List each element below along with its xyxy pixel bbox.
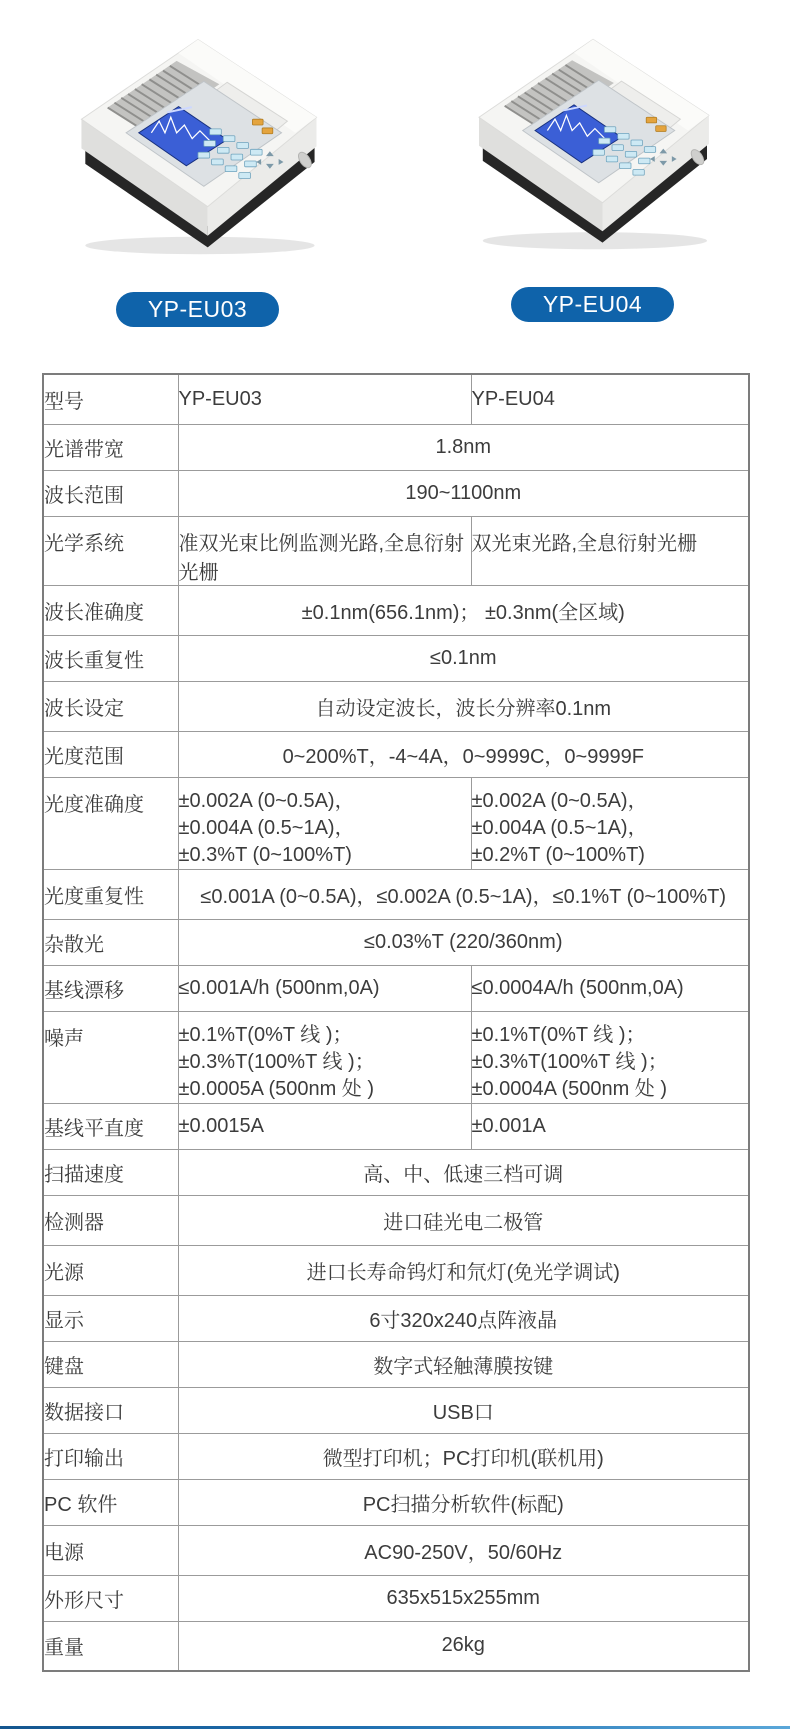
spec-value: 微型打印机；PC打印机(联机用) bbox=[178, 1433, 749, 1479]
spec-value: AC90-250V，50/60Hz bbox=[178, 1525, 749, 1575]
spec-value-eu04: 双光束光路,全息衍射光栅 bbox=[471, 516, 749, 585]
spec-value-eu03: ±0.0015A bbox=[178, 1103, 471, 1149]
spec-label: PC 软件 bbox=[43, 1479, 178, 1525]
spec-value: 26kg bbox=[178, 1621, 749, 1671]
spec-value-eu04: ≤0.0004A/h (500nm,0A) bbox=[471, 965, 749, 1011]
spec-value: 190~1100nm bbox=[178, 470, 749, 516]
spec-value: 进口硅光电二极管 bbox=[178, 1195, 749, 1245]
spec-label: 光度重复性 bbox=[43, 869, 178, 919]
table-row-wavelength-setting bbox=[43, 681, 749, 731]
model-badge-yp-eu04[interactable]: YP-EU04 bbox=[511, 287, 674, 322]
spec-label: 光谱带宽 bbox=[43, 424, 178, 470]
table-row-baseline-drift bbox=[43, 965, 749, 1011]
spec-value: 数字式轻触薄膜按键 bbox=[178, 1341, 749, 1387]
spec-value: 1.8nm bbox=[178, 424, 749, 470]
spec-label: 显示 bbox=[43, 1295, 178, 1341]
spec-value: 0~200%T，-4~4A，0~9999C，0~9999F bbox=[178, 731, 749, 777]
spec-label: 检测器 bbox=[43, 1195, 178, 1245]
spec-value-eu03: ±0.1%T(0%T 线 )； ±0.3%T(100%T 线 )； ±0.0005A (500nm 处 ) bbox=[178, 1011, 471, 1103]
table-row-photometric-accuracy bbox=[43, 777, 749, 869]
spec-value-eu03: ≤0.001A/h (500nm,0A) bbox=[178, 965, 471, 1011]
table-row-power bbox=[43, 1525, 749, 1575]
spec-label: 光源 bbox=[43, 1245, 178, 1295]
table-row-optical-system bbox=[43, 516, 749, 585]
spec-value: ≤0.03%T (220/360nm) bbox=[178, 919, 749, 965]
product-right bbox=[395, 24, 790, 373]
spec-value: 6寸320x240点阵液晶 bbox=[178, 1295, 749, 1341]
table-row-photometric-repeatability bbox=[43, 869, 749, 919]
spec-value-eu03: ±0.002A (0~0.5A)， ±0.004A (0.5~1A)， ±0.3%T (0~100%T) bbox=[178, 777, 471, 869]
spec-value-eu04: ±0.002A (0~0.5A)， ±0.004A (0.5~1A)， ±0.2%T (0~100%T) bbox=[471, 777, 749, 869]
spec-value-eu04: YP-EU04 bbox=[471, 374, 749, 424]
spec-label: 扫描速度 bbox=[43, 1149, 178, 1195]
table-row-stray-light bbox=[43, 919, 749, 965]
table-row-wavelength-accuracy bbox=[43, 585, 749, 635]
spec-label: 打印输出 bbox=[43, 1433, 178, 1479]
table-row-pc-software bbox=[43, 1479, 749, 1525]
table-row-data-interface bbox=[43, 1387, 749, 1433]
table-row-photometric-range bbox=[43, 731, 749, 777]
spec-label: 重量 bbox=[43, 1621, 178, 1671]
spec-value: 635x515x255mm bbox=[178, 1575, 749, 1621]
spec-label: 光度范围 bbox=[43, 731, 178, 777]
table-row-bandwidth bbox=[43, 424, 749, 470]
spec-label: 数据接口 bbox=[43, 1387, 178, 1433]
spec-label: 噪声 bbox=[43, 1011, 178, 1103]
spec-value: ≤0.001A (0~0.5A)，≤0.002A (0.5~1A)，≤0.1%T (0~100%T) bbox=[178, 869, 749, 919]
spec-label: 波长范围 bbox=[43, 470, 178, 516]
table-row-keyboard bbox=[43, 1341, 749, 1387]
table-row-detector bbox=[43, 1195, 749, 1245]
spec-table bbox=[42, 373, 750, 1672]
spec-label: 型号 bbox=[43, 374, 178, 424]
section-divider-line bbox=[0, 1726, 790, 1729]
table-row-scan-speed bbox=[43, 1149, 749, 1195]
spec-label: 波长设定 bbox=[43, 681, 178, 731]
spec-value: ±0.1nm(656.1nm)； ±0.3nm(全区域) bbox=[178, 585, 749, 635]
table-row-print-output bbox=[43, 1433, 749, 1479]
spec-value: PC扫描分析软件(标配) bbox=[178, 1479, 749, 1525]
spec-value-eu04: ±0.1%T(0%T 线 )； ±0.3%T(100%T 线 )； ±0.0004A (500nm 处 ) bbox=[471, 1011, 749, 1103]
table-row-light-source bbox=[43, 1245, 749, 1295]
table-row-display bbox=[43, 1295, 749, 1341]
spec-value-eu03: 准双光束比例监测光路,全息衍射光栅 bbox=[178, 516, 471, 585]
spec-label: 光度准确度 bbox=[43, 777, 178, 869]
spec-value-eu03: YP-EU03 bbox=[178, 374, 471, 424]
spec-value: ≤0.1nm bbox=[178, 635, 749, 681]
spec-label: 外形尺寸 bbox=[43, 1575, 178, 1621]
spec-label: 基线漂移 bbox=[43, 965, 178, 1011]
table-row-weight bbox=[43, 1621, 749, 1671]
spectrophotometer-image-left bbox=[62, 24, 334, 262]
table-row-wavelength-range bbox=[43, 470, 749, 516]
spec-label: 波长准确度 bbox=[43, 585, 178, 635]
spec-label: 键盘 bbox=[43, 1341, 178, 1387]
spec-value: USB口 bbox=[178, 1387, 749, 1433]
spec-value: 自动设定波长，波长分辨率0.1nm bbox=[178, 681, 749, 731]
spec-label: 基线平直度 bbox=[43, 1103, 178, 1149]
table-row-noise bbox=[43, 1011, 749, 1103]
spec-value: 进口长寿命钨灯和氘灯(免光学调试) bbox=[178, 1245, 749, 1295]
spec-value-eu04: ±0.001A bbox=[471, 1103, 749, 1149]
spectrophotometer-image-right bbox=[460, 24, 726, 257]
spec-label: 电源 bbox=[43, 1525, 178, 1575]
spec-value: 高、中、低速三档可调 bbox=[178, 1149, 749, 1195]
spec-label: 光学系统 bbox=[43, 516, 178, 585]
table-row-wavelength-repeatability bbox=[43, 635, 749, 681]
model-badge-yp-eu03[interactable]: YP-EU03 bbox=[116, 292, 279, 327]
product-left bbox=[0, 24, 395, 373]
spec-label: 杂散光 bbox=[43, 919, 178, 965]
product-hero bbox=[0, 0, 790, 373]
table-row-dimensions bbox=[43, 1575, 749, 1621]
spec-label: 波长重复性 bbox=[43, 635, 178, 681]
table-row-model bbox=[43, 374, 749, 424]
table-row-baseline-flatness bbox=[43, 1103, 749, 1149]
